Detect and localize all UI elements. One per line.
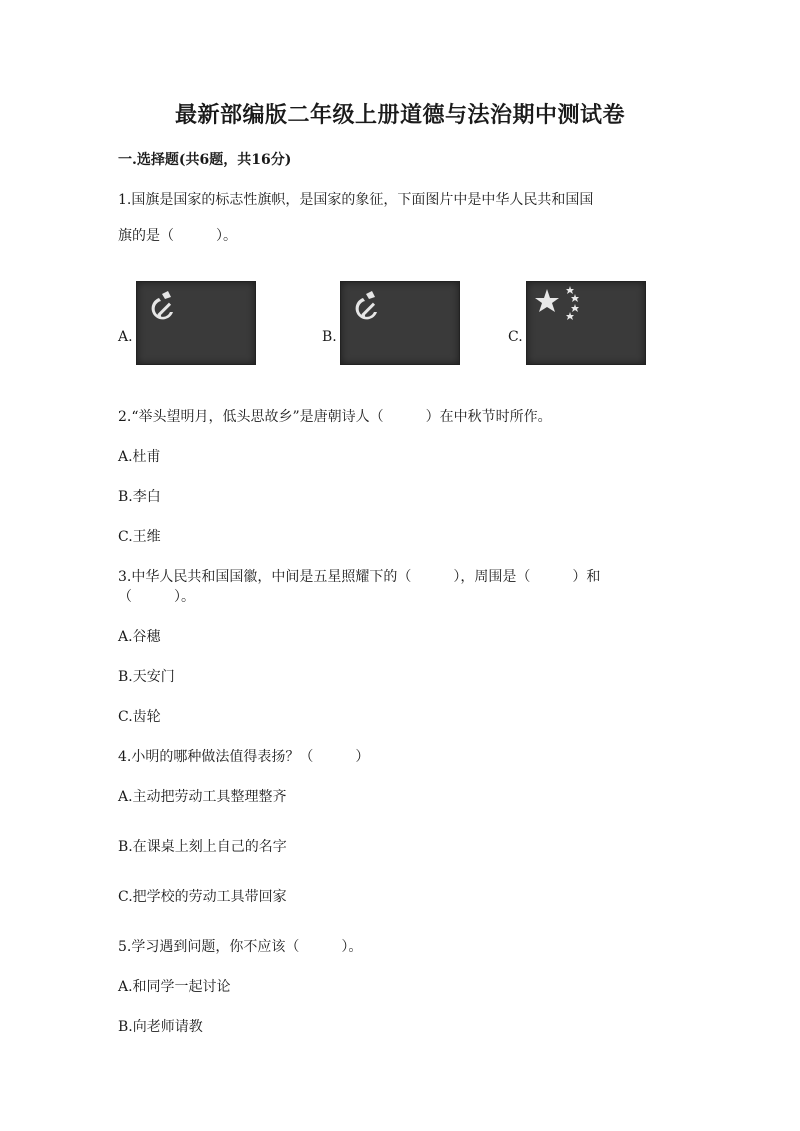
q1-option-a-label: A.	[118, 329, 133, 345]
q1-option-c-label: C.	[508, 329, 523, 345]
q3-option-b: B.天安门	[118, 669, 175, 685]
q2-option-c: C.王维	[118, 529, 161, 545]
q2-stem: 2.“举头望明月，低头思故乡”是唐朝诗人（ ）在中秋节时所作。	[118, 409, 552, 425]
q3-option-a: A.谷穗	[118, 629, 161, 645]
q4-option-a: A.主动把劳动工具整理整齐	[118, 789, 287, 805]
q5-option-a: A.和同学一起讨论	[118, 979, 231, 995]
q4-option-b: B.在课桌上刻上自己的名字	[118, 839, 287, 855]
q2-option-a: A.杜甫	[118, 449, 161, 465]
q5-stem: 5.学习遇到问题，你不应该（ ）。	[118, 939, 363, 955]
q3-option-c: C.齿轮	[118, 709, 161, 725]
q1-stem-line1: 1.国旗是国家的标志性旗帜，是国家的象征，下面图片中是中华人民共和国国	[118, 192, 594, 208]
q4-stem: 4.小明的哪种做法值得表扬？（ ）	[118, 749, 370, 765]
party-flag-icon	[136, 281, 256, 365]
q2-option-b: B.李白	[118, 489, 161, 505]
five-star-flag-icon	[526, 281, 646, 365]
q1-stem-line2: 旗的是（ ）。	[118, 228, 237, 244]
party-flag-icon	[340, 281, 460, 365]
section-heading: 一.选择题(共6题，共16分)	[118, 152, 292, 168]
q3-stem-line2: （ ）。	[118, 589, 195, 605]
q1-option-b-label: B.	[322, 329, 337, 345]
page-title: 最新部编版二年级上册道德与法治期中测试卷	[174, 102, 625, 128]
q3-stem-line1: 3.中华人民共和国国徽，中间是五星照耀下的（ ），周围是（ ）和	[118, 569, 601, 585]
q5-option-b: B.向老师请教	[118, 1019, 203, 1035]
q4-option-c: C.把学校的劳动工具带回家	[118, 889, 287, 905]
